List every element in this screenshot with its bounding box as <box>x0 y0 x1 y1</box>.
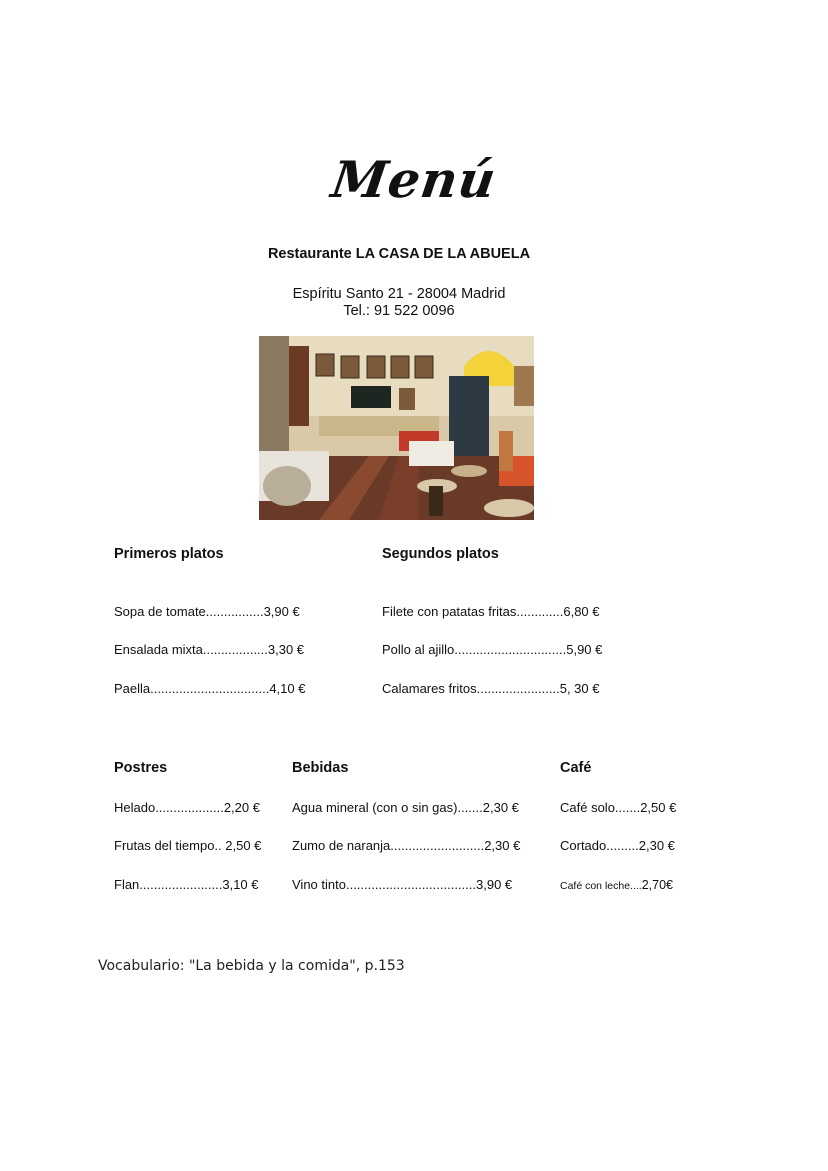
bebidas-heading: Bebidas <box>292 760 349 776</box>
restaurant-interior-photo <box>259 336 534 520</box>
postres-heading: Postres <box>114 760 168 776</box>
cafe-item-name: Café con leche.... <box>560 880 642 892</box>
segundos-item: Filete con patatas fritas.............6,80 € <box>382 604 600 619</box>
restaurant-address: Espíritu Santo 21 - 28004 Madrid <box>292 286 506 302</box>
bebidas-item: Agua mineral (con o sin gas).......2,30 € <box>292 800 519 815</box>
postres-item: Flan.......................3,10 € <box>114 877 259 892</box>
primeros-item: Sopa de tomate................3,90 € <box>114 604 300 619</box>
segundos-item: Calamares fritos.......................5, 30 € <box>382 681 600 696</box>
bebidas-item: Vino tinto....................................3,90 € <box>292 877 513 892</box>
cafe-item: Café solo.......2,50 € <box>560 800 677 815</box>
restaurant-name: Restaurante LA CASA DE LA ABUELA <box>267 246 531 262</box>
primeros-item: Ensalada mixta..................3,30 € <box>114 642 305 657</box>
cafe-item-price: 2,70€ <box>641 878 673 892</box>
postres-item: Frutas del tiempo.. 2,50 € <box>114 838 262 853</box>
cafe-item: Cortado.........2,30 € <box>560 838 675 853</box>
menu-title: Menú <box>327 150 501 209</box>
bebidas-item: Zumo de naranja..........................2,30 € <box>292 838 521 853</box>
vocabulary-note: Vocabulario: "La bebida y la comida", p.153 <box>98 958 405 974</box>
primeros-item: Paella.................................4,10 € <box>114 681 306 696</box>
primeros-heading: Primeros platos <box>114 546 224 562</box>
postres-item: Helado...................2,20 € <box>114 800 260 815</box>
cafe-heading: Café <box>560 760 592 776</box>
segundos-heading: Segundos platos <box>382 546 499 562</box>
segundos-item: Pollo al ajillo...............................5,90 € <box>382 642 603 657</box>
cafe-item <box>560 878 673 892</box>
restaurant-phone: Tel.: 91 522 0096 <box>343 303 455 319</box>
